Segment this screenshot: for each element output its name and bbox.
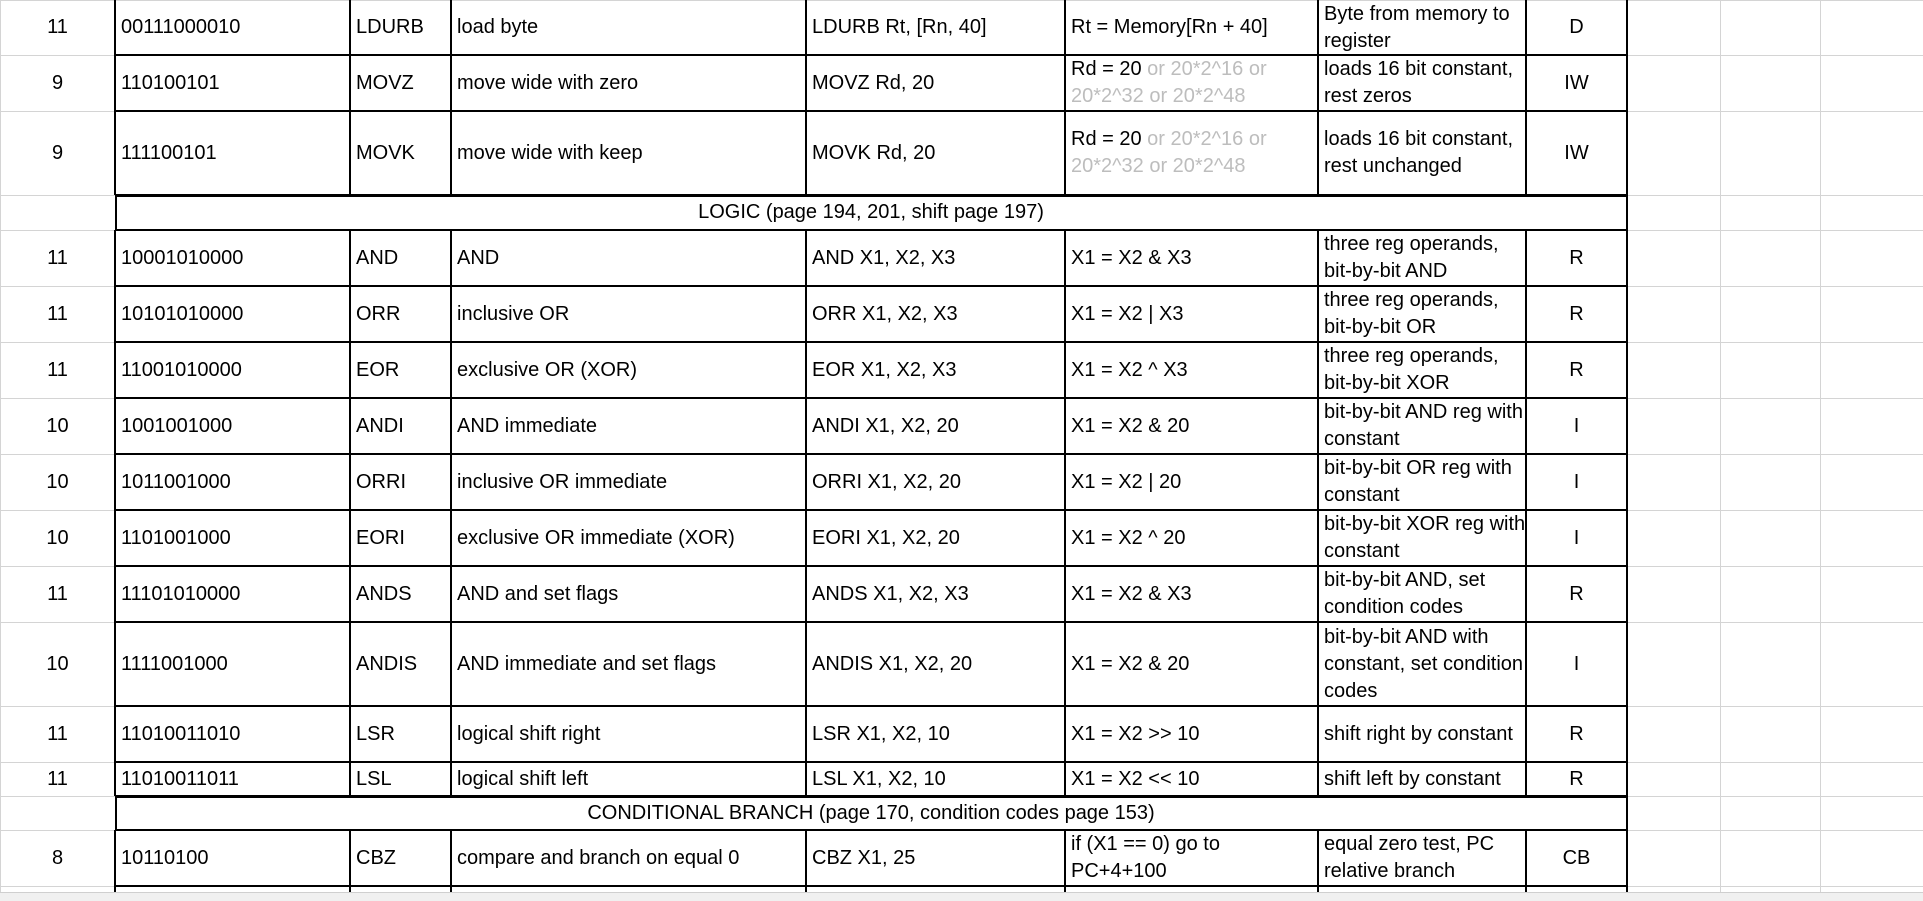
cell-mnemonic[interactable]: MOVK — [356, 141, 415, 164]
cell-format[interactable]: R — [1569, 358, 1584, 381]
cell-format[interactable]: CB — [1562, 846, 1591, 869]
column-border — [805, 566, 807, 622]
column-border — [1525, 830, 1527, 886]
cell-meaning[interactable]: X1 = X2 | X3 — [1071, 302, 1184, 325]
column-border — [1626, 398, 1628, 454]
cell-count[interactable]: 11 — [47, 302, 68, 325]
column-border — [349, 566, 351, 622]
column-border — [1064, 762, 1066, 796]
column-border — [1626, 55, 1628, 111]
cell-name[interactable]: inclusive OR — [457, 302, 570, 325]
cell-example[interactable]: ANDI X1, X2, 20 — [812, 414, 959, 437]
cell-example[interactable]: EOR X1, X2, X3 — [812, 358, 957, 381]
cell-comments[interactable]: bit-by-bit AND with constant, set condition codes — [1324, 625, 1524, 702]
cell-comments[interactable]: Byte from memory to register — [1324, 2, 1510, 52]
column-border — [1064, 111, 1066, 195]
column-border — [349, 342, 351, 398]
column-border — [450, 762, 452, 796]
gridline-vertical — [1820, 0, 1821, 900]
meaning-value: Rd = 20 — [1071, 58, 1148, 80]
cell-example[interactable]: AND X1, X2, X3 — [812, 246, 956, 269]
column-border — [349, 762, 351, 796]
column-border — [1626, 566, 1628, 622]
cell-opcode[interactable]: 1111001000 — [121, 652, 228, 675]
column-border — [1525, 55, 1527, 111]
column-border — [1525, 111, 1527, 195]
column-border — [1317, 0, 1319, 55]
column-border — [805, 342, 807, 398]
cell-name[interactable]: exclusive OR immediate (XOR) — [457, 526, 735, 549]
column-border — [450, 398, 452, 454]
column-border — [1064, 398, 1066, 454]
column-border — [1317, 286, 1319, 342]
column-border — [1317, 622, 1319, 706]
cell-example[interactable]: MOVK Rd, 20 — [812, 141, 936, 164]
cell-example[interactable]: LDURB Rt, [Rn, 40] — [812, 16, 987, 38]
cell-format[interactable]: I — [1573, 414, 1580, 437]
cell-count[interactable]: 10 — [46, 414, 69, 437]
column-border — [1626, 510, 1628, 566]
column-border — [1525, 454, 1527, 510]
cell-count[interactable]: 10 — [46, 470, 69, 493]
column-border — [349, 510, 351, 566]
column-border — [114, 622, 116, 706]
column-border — [450, 0, 452, 55]
cell-name[interactable]: AND immediate — [457, 414, 598, 437]
column-border — [450, 230, 452, 286]
cell-format[interactable]: R — [1569, 302, 1584, 325]
cell-opcode[interactable]: 111100101 — [121, 141, 217, 164]
column-border — [1317, 762, 1319, 796]
column-border — [114, 830, 116, 886]
column-border — [349, 286, 351, 342]
column-border — [1317, 55, 1319, 111]
column-border — [349, 454, 351, 510]
cell-meaning[interactable]: Rt = Memory[Rn + 40] — [1071, 16, 1268, 38]
column-border — [114, 286, 116, 342]
cell-example[interactable]: MOVZ Rd, 20 — [812, 71, 935, 94]
column-border — [1064, 342, 1066, 398]
column-border — [114, 566, 116, 622]
column-border — [450, 286, 452, 342]
cell-opcode[interactable]: 1101001000 — [121, 526, 231, 549]
section-border — [115, 195, 1627, 197]
column-border — [450, 706, 452, 762]
cell-count[interactable]: 11 — [47, 582, 68, 605]
column-border — [114, 706, 116, 762]
column-border — [1626, 230, 1628, 286]
cell-opcode[interactable]: 1001001000 — [121, 414, 233, 437]
section-border — [115, 195, 117, 230]
column-border — [805, 762, 807, 796]
column-border — [450, 830, 452, 886]
cell-opcode[interactable]: 11101010000 — [121, 582, 241, 605]
cell-opcode[interactable]: 10001010000 — [121, 246, 244, 269]
cell-format[interactable]: R — [1569, 246, 1584, 269]
column-border — [805, 230, 807, 286]
cell-format[interactable]: IW — [1564, 71, 1589, 94]
cell-example[interactable]: LSL X1, X2, 10 — [812, 767, 946, 790]
cell-comments[interactable]: bit-by-bit AND, set condition codes — [1324, 569, 1486, 618]
cell-count[interactable]: 9 — [51, 71, 64, 94]
cell-mnemonic[interactable]: ANDIS — [356, 652, 418, 675]
column-border — [805, 398, 807, 454]
column-border — [1064, 286, 1066, 342]
column-border — [349, 230, 351, 286]
cell-format[interactable]: R — [1569, 722, 1584, 745]
column-border — [1317, 230, 1319, 286]
column-border — [114, 230, 116, 286]
cell-format[interactable]: I — [1573, 470, 1580, 493]
cell-format[interactable]: I — [1573, 652, 1580, 675]
column-border — [450, 566, 452, 622]
cell-comments[interactable]: loads 16 bit constant, rest zeros — [1324, 58, 1514, 107]
cell-mnemonic[interactable]: ANDS — [356, 582, 412, 605]
cell-meaning[interactable]: X1 = X2 & 20 — [1071, 414, 1190, 437]
column-border — [1626, 111, 1628, 195]
column-border — [114, 510, 116, 566]
cell-name[interactable]: move wide with zero — [457, 71, 639, 94]
gridline-vertical — [1720, 0, 1721, 900]
cell-count[interactable]: 9 — [51, 141, 64, 164]
cell-meaning[interactable] — [1065, 55, 1318, 111]
cell-example[interactable]: ORR X1, X2, X3 — [812, 302, 958, 325]
cell-mnemonic[interactable]: EOR — [356, 358, 400, 381]
section-header[interactable]: CONDITIONAL BRANCH (page 170, condition codes page 153) — [115, 796, 1627, 830]
section-header[interactable]: LOGIC (page 194, 201, shift page 197) — [115, 195, 1627, 230]
cell-opcode[interactable]: 110100101 — [121, 71, 220, 94]
column-border — [114, 762, 116, 796]
cell-comments[interactable]: three reg operands, bit-by-bit OR — [1324, 289, 1499, 338]
meaning-alternatives: or 20*2^16 or 20*2^32 or 20*2^48 — [1071, 128, 1267, 177]
cell-name[interactable]: AND — [457, 246, 500, 269]
cell-mnemonic[interactable]: ANDI — [356, 414, 404, 437]
cell-count[interactable]: 10 — [46, 652, 69, 675]
column-border — [114, 454, 116, 510]
column-border — [805, 111, 807, 195]
column-border — [805, 286, 807, 342]
column-border — [1525, 566, 1527, 622]
cell-name[interactable]: logical shift right — [457, 722, 601, 745]
cell-count[interactable]: 8 — [51, 846, 64, 869]
cell-comments[interactable]: bit-by-bit XOR reg with constant — [1324, 513, 1526, 562]
column-border — [1064, 230, 1066, 286]
column-border — [1525, 230, 1527, 286]
column-border — [349, 111, 351, 195]
cell-count[interactable]: 11 — [47, 16, 68, 38]
cell-example[interactable]: ANDIS X1, X2, 20 — [812, 652, 973, 675]
column-border — [114, 342, 116, 398]
column-border — [1626, 762, 1628, 796]
cell-comments[interactable]: bit-by-bit OR reg with constant — [1324, 457, 1512, 506]
section-border — [1626, 796, 1628, 830]
cell-count[interactable]: 11 — [47, 358, 68, 381]
column-border — [1317, 566, 1319, 622]
column-border — [450, 342, 452, 398]
cell-name[interactable]: compare and branch on equal 0 — [457, 846, 740, 869]
cell-meaning[interactable]: X1 = X2 & 20 — [1071, 652, 1190, 675]
column-border — [1064, 454, 1066, 510]
column-border — [450, 622, 452, 706]
column-border — [1626, 0, 1628, 55]
cell-meaning-text — [1071, 56, 1318, 110]
column-border — [114, 55, 116, 111]
column-border — [1064, 566, 1066, 622]
column-border — [805, 830, 807, 886]
column-border — [1317, 342, 1319, 398]
column-border — [1626, 454, 1628, 510]
cell-count[interactable]: 10 — [46, 526, 69, 549]
column-border — [450, 111, 452, 195]
column-border — [349, 830, 351, 886]
cell-comments[interactable]: shift left by constant — [1324, 767, 1501, 790]
column-border — [805, 706, 807, 762]
column-border — [1064, 830, 1066, 886]
cell-format[interactable]: I — [1573, 526, 1580, 549]
column-border — [1317, 510, 1319, 566]
cell-mnemonic[interactable]: LSR — [356, 722, 395, 745]
column-border — [1064, 0, 1066, 55]
column-border — [114, 111, 116, 195]
cell-opcode[interactable]: 11010011010 — [121, 722, 241, 745]
cell-meaning[interactable]: X1 = X2 & X3 — [1071, 246, 1192, 269]
cell-example[interactable]: LSR X1, X2, 10 — [812, 722, 950, 745]
cell-name[interactable]: AND immediate and set flags — [457, 652, 717, 675]
cell-format[interactable]: D — [1569, 16, 1584, 38]
cell-opcode[interactable]: 10101010000 — [121, 302, 244, 325]
cell-example[interactable]: ANDS X1, X2, X3 — [812, 582, 969, 605]
column-border — [1525, 762, 1527, 796]
meaning-value: Rd = 20 — [1071, 128, 1148, 150]
column-border — [1626, 622, 1628, 706]
column-border — [1317, 454, 1319, 510]
cell-meaning[interactable]: X1 = X2 >> 10 — [1071, 722, 1200, 745]
cell-comments[interactable]: three reg operands, bit-by-bit XOR — [1324, 345, 1499, 394]
cell-comments[interactable]: loads 16 bit constant, rest unchanged — [1324, 128, 1514, 177]
column-border — [1626, 706, 1628, 762]
column-border — [1064, 706, 1066, 762]
column-border — [349, 55, 351, 111]
column-border — [805, 454, 807, 510]
cell-opcode[interactable]: 1011001000 — [121, 470, 231, 493]
section-border — [1626, 195, 1628, 230]
cell-example[interactable]: EORI X1, X2, 20 — [812, 526, 960, 549]
row-border — [115, 885, 1627, 887]
cell-comments[interactable]: equal zero test, PC relative branch — [1324, 833, 1495, 882]
column-border — [1525, 398, 1527, 454]
column-border — [1525, 342, 1527, 398]
column-border — [1317, 398, 1319, 454]
cell-opcode[interactable]: 11001010000 — [121, 358, 242, 381]
cell-count[interactable]: 11 — [47, 246, 68, 269]
section-border — [115, 796, 1627, 798]
meaning-alternatives: or 20*2^16 or 20*2^32 or 20*2^48 — [1071, 58, 1267, 107]
cell-name[interactable]: logical shift left — [457, 767, 589, 790]
cell-format[interactable]: R — [1569, 767, 1584, 790]
column-border — [1626, 286, 1628, 342]
cell-meaning[interactable]: X1 = X2 ^ X3 — [1071, 358, 1188, 381]
column-border — [1525, 706, 1527, 762]
cell-name[interactable]: inclusive OR immediate — [457, 470, 668, 493]
column-border — [450, 454, 452, 510]
column-border — [1525, 510, 1527, 566]
cell-format[interactable]: R — [1569, 582, 1584, 605]
column-border — [349, 706, 351, 762]
cell-mnemonic[interactable]: ORR — [356, 302, 401, 325]
column-border — [1317, 111, 1319, 195]
cell-comments[interactable]: bit-by-bit AND reg with constant — [1324, 401, 1523, 450]
cell-name[interactable]: exclusive OR (XOR) — [457, 358, 638, 381]
column-border — [1317, 706, 1319, 762]
column-border — [1525, 622, 1527, 706]
column-border — [349, 0, 351, 55]
cell-name[interactable]: move wide with keep — [457, 141, 643, 164]
column-border — [1525, 286, 1527, 342]
cell-mnemonic[interactable]: LSL — [356, 767, 392, 790]
cell-opcode[interactable]: 11010011011 — [121, 767, 239, 790]
cell-meaning[interactable]: X1 = X2 ^ 20 — [1071, 526, 1186, 549]
cell-meaning[interactable]: X1 = X2 << 10 — [1071, 767, 1200, 790]
cell-mnemonic[interactable]: LDURB — [356, 16, 424, 38]
cell-name[interactable]: load byte — [457, 16, 539, 38]
column-border — [349, 398, 351, 454]
column-border — [1626, 830, 1628, 886]
cell-mnemonic[interactable]: EORI — [356, 526, 405, 549]
column-border — [805, 622, 807, 706]
column-border — [1317, 830, 1319, 886]
cell-meaning[interactable] — [1065, 111, 1318, 195]
cell-name[interactable]: AND and set flags — [457, 582, 619, 605]
column-border — [805, 510, 807, 566]
column-border — [114, 398, 116, 454]
cell-count[interactable]: 11 — [47, 722, 68, 745]
cell-meaning[interactable]: if (X1 == 0) go to PC+4+100 — [1071, 833, 1220, 882]
cell-meaning[interactable]: X1 = X2 | 20 — [1071, 470, 1182, 493]
column-border — [450, 510, 452, 566]
column-border — [114, 0, 116, 55]
section-border — [115, 796, 117, 830]
cell-count[interactable]: 11 — [47, 767, 68, 790]
cell-opcode[interactable]: 10110100 — [121, 846, 209, 869]
column-border — [1064, 510, 1066, 566]
cell-format[interactable]: IW — [1564, 141, 1589, 164]
column-border — [1064, 622, 1066, 706]
column-border — [805, 0, 807, 55]
cell-example[interactable]: ORRI X1, X2, 20 — [812, 470, 961, 493]
cell-mnemonic[interactable]: CBZ — [356, 846, 396, 869]
cell-meaning-text — [1071, 126, 1318, 180]
column-border — [349, 622, 351, 706]
cell-example[interactable]: CBZ X1, 25 — [812, 846, 916, 869]
column-border — [1626, 342, 1628, 398]
column-border — [1525, 0, 1527, 55]
cell-comments[interactable]: three reg operands, bit-by-bit AND — [1324, 233, 1499, 282]
cell-meaning[interactable]: X1 = X2 & X3 — [1071, 582, 1192, 605]
column-border — [805, 55, 807, 111]
cell-mnemonic[interactable]: MOVZ — [356, 71, 414, 94]
cell-opcode[interactable]: 00111000010 — [121, 16, 241, 38]
cell-mnemonic[interactable]: ORRI — [356, 470, 406, 493]
cell-comments[interactable]: shift right by constant — [1324, 722, 1513, 745]
cell-mnemonic[interactable]: AND — [356, 246, 399, 269]
column-border — [1064, 55, 1066, 111]
column-border — [450, 55, 452, 111]
